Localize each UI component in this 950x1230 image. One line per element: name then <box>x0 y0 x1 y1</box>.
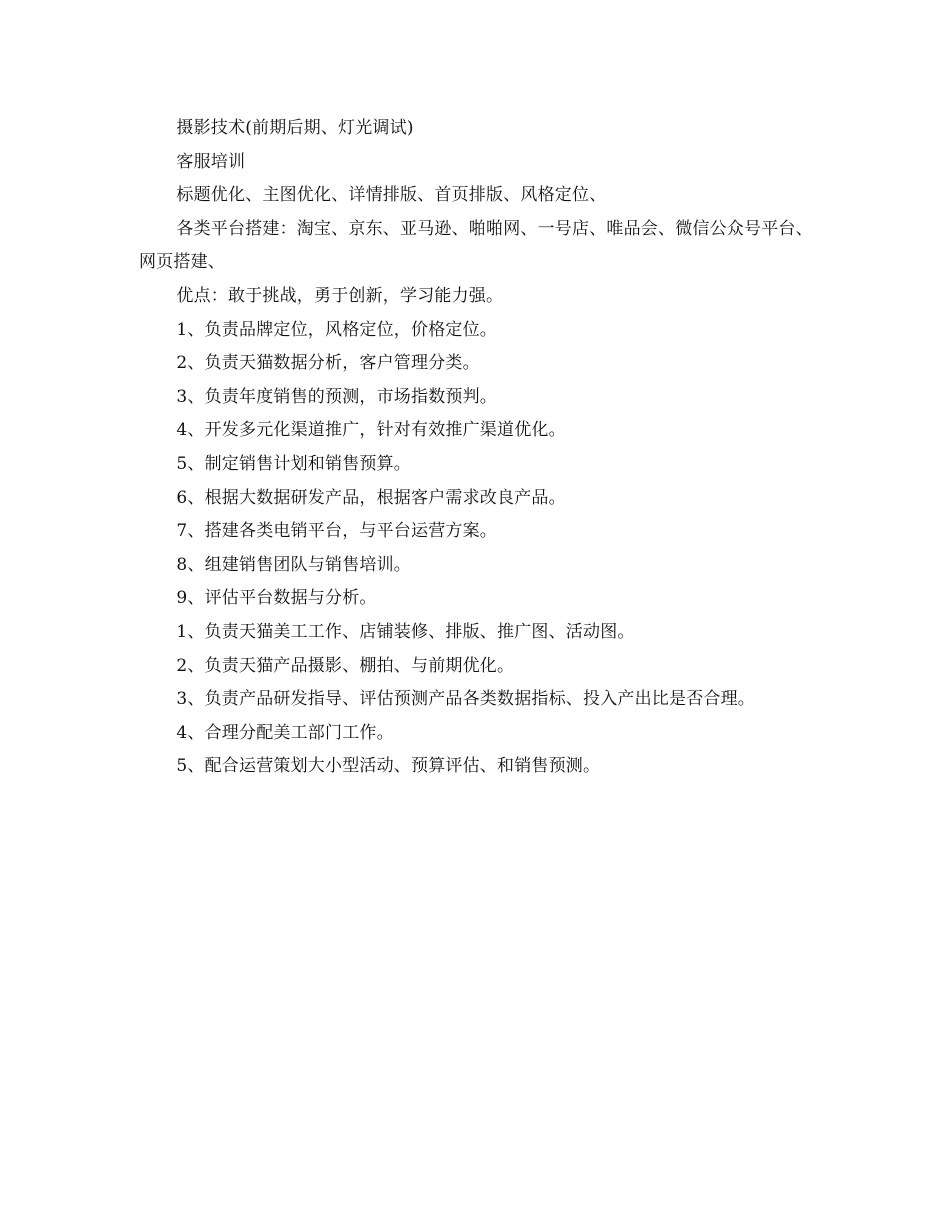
paragraph: 各类平台搭建：淘宝、京东、亚马逊、啪啪网、一号店、唯品会、微信公众号平台、网页搭建、 <box>139 218 813 273</box>
paragraph: 5、制定销售计划和销售预算。 <box>176 453 412 474</box>
paragraph: 7、搭建各类电销平台，与平台运营方案。 <box>176 521 498 542</box>
paragraph: 优点：敢于挑战，勇于创新，学习能力强。 <box>176 285 504 306</box>
paragraph: 标题优化、主图优化、详情排版、首页排版、风格定位、 <box>176 185 607 206</box>
paragraph: 2、负责天猫产品摄影、棚拍、与前期优化。 <box>176 655 515 676</box>
paragraph: 8、组建销售团队与销售培训。 <box>176 554 412 575</box>
paragraph: 6、根据大数据研发产品，根据客户需求改良产品。 <box>176 487 566 508</box>
paragraph: 4、开发多元化渠道推广，针对有效推广渠道优化。 <box>176 420 566 441</box>
paragraph: 9、评估平台数据与分析。 <box>176 588 377 609</box>
paragraph: 2、负责天猫数据分析，客户管理分类。 <box>176 353 480 374</box>
document-body <box>139 112 819 784</box>
paragraph: 3、负责产品研发指导、评估预测产品各类数据指标、投入产出比是否合理。 <box>176 689 756 710</box>
paragraph: 摄影技术(前期后期、灯光调试) <box>176 118 414 138</box>
paragraph: 客服培训 <box>176 151 246 172</box>
paragraph: 1、负责天猫美工工作、店铺装修、排版、推广图、活动图。 <box>176 621 635 642</box>
paragraph: 5、配合运营策划大小型活动、预算评估、和销售预测。 <box>176 756 601 777</box>
paragraph: 4、合理分配美工部门工作。 <box>176 722 394 743</box>
paragraph: 3、负责年度销售的预测，市场指数预判。 <box>176 386 498 407</box>
paragraph: 1、负责品牌定位，风格定位，价格定位。 <box>176 319 498 340</box>
